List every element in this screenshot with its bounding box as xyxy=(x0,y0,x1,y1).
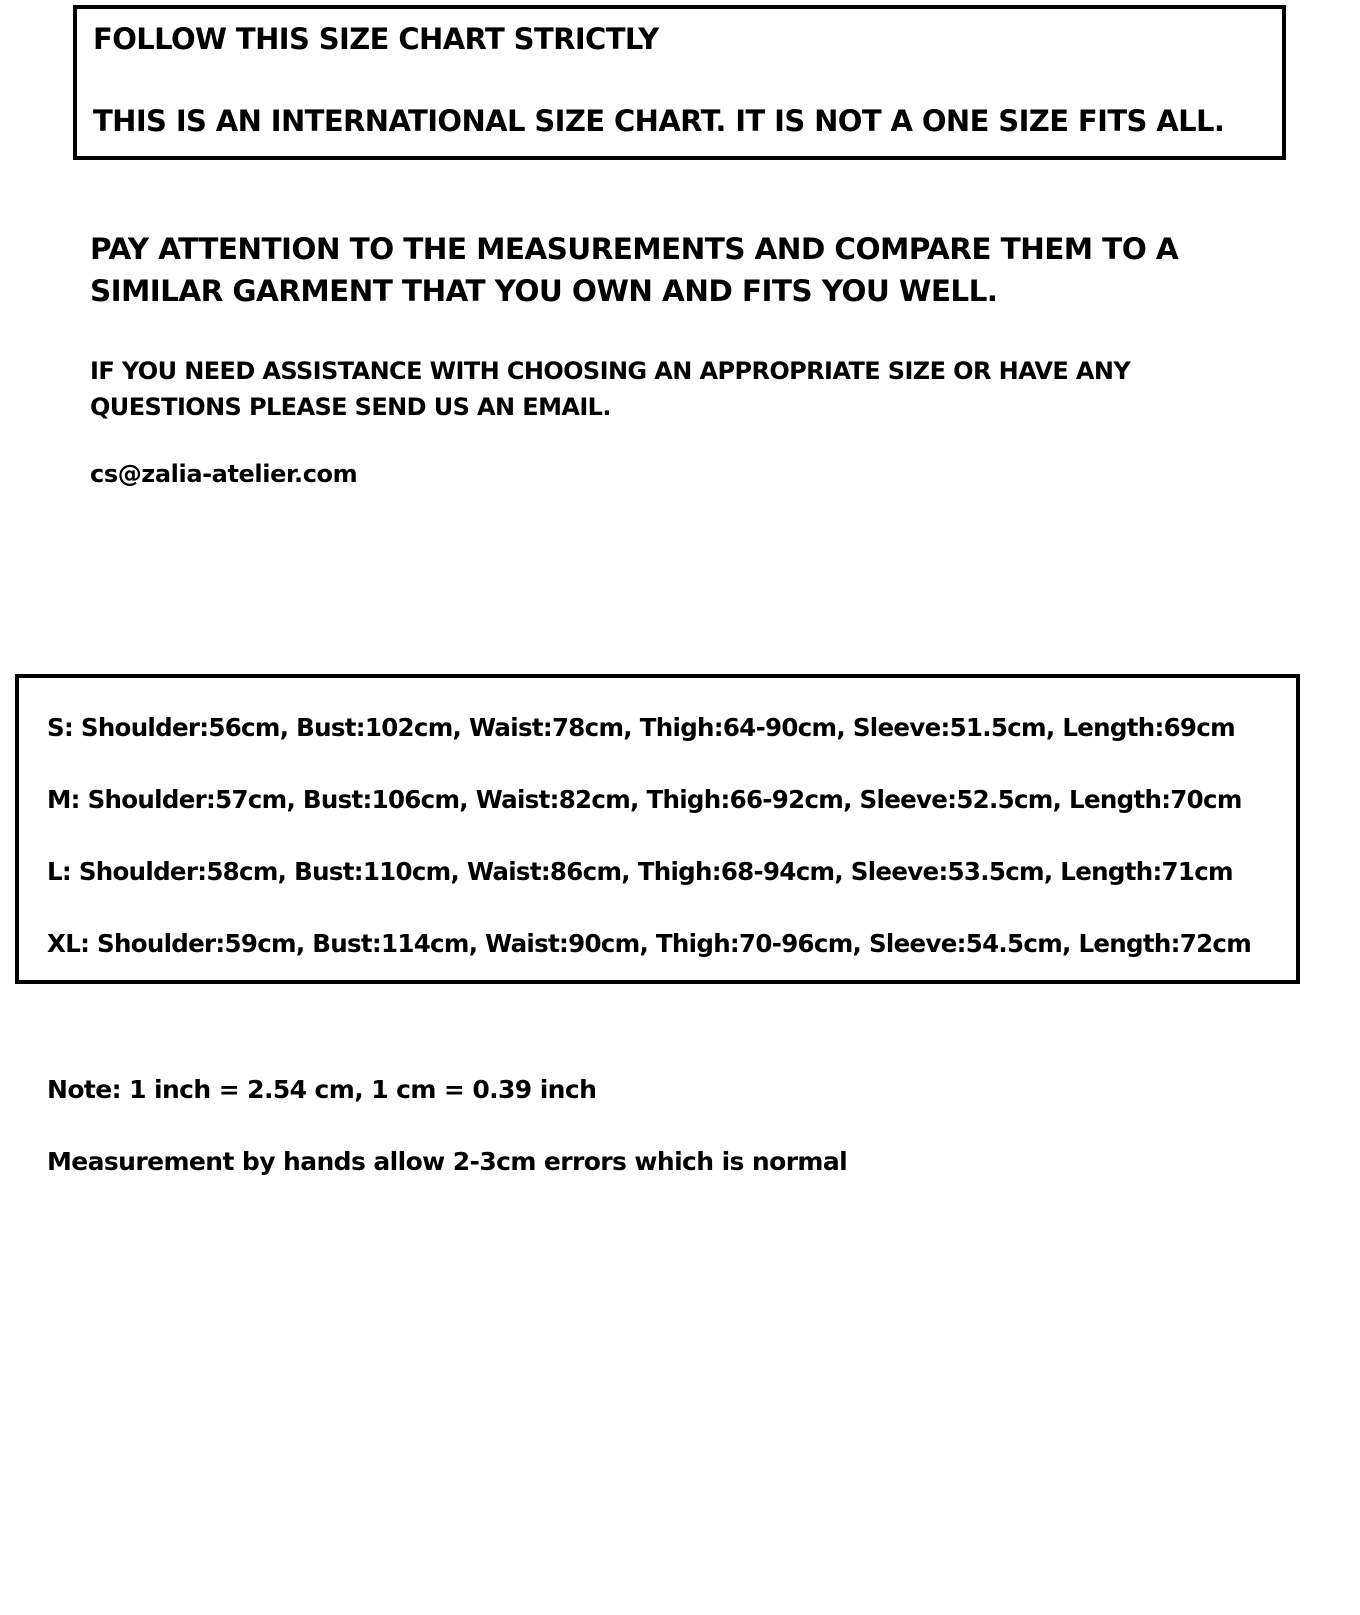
attention-line: PAY ATTENTION TO THE MEASUREMENTS AND COMPARE THEM TO A xyxy=(90,232,1179,266)
assistance-line: IF YOU NEED ASSISTANCE WITH CHOOSING AN APPROPRIATE SIZE OR HAVE ANY xyxy=(90,357,1131,385)
notice-heading: FOLLOW THIS SIZE CHART STRICTLY xyxy=(93,22,659,56)
assistance-paragraph xyxy=(90,353,1300,425)
notice-international: THIS IS AN INTERNATIONAL SIZE CHART. IT IS NOT A ONE SIZE FITS ALL. xyxy=(93,104,1225,138)
notice-box xyxy=(73,5,1286,160)
contact-email: cs@zalia-atelier.com xyxy=(90,460,358,488)
conversion-note: Note: 1 inch = 2.54 cm, 1 cm = 0.39 inch xyxy=(47,1075,597,1104)
attention-paragraph xyxy=(90,228,1300,312)
size-row-xl: XL: Shoulder:59cm, Bust:114cm, Waist:90cm, Thigh:70-96cm, Sleeve:54.5cm, Length:72cm xyxy=(47,929,1252,958)
size-chart-box xyxy=(15,674,1300,984)
size-row-l: L: Shoulder:58cm, Bust:110cm, Waist:86cm, Thigh:68-94cm, Sleeve:53.5cm, Length:71cm xyxy=(47,857,1233,886)
assistance-line: QUESTIONS PLEASE SEND US AN EMAIL. xyxy=(90,393,611,421)
size-row-m: M: Shoulder:57cm, Bust:106cm, Waist:82cm, Thigh:66-92cm, Sleeve:52.5cm, Length:70cm xyxy=(47,785,1242,814)
size-row-s: S: Shoulder:56cm, Bust:102cm, Waist:78cm, Thigh:64-90cm, Sleeve:51.5cm, Length:69cm xyxy=(47,713,1235,742)
attention-line: SIMILAR GARMENT THAT YOU OWN AND FITS YOU WELL. xyxy=(90,274,998,308)
tolerance-note: Measurement by hands allow 2-3cm errors which is normal xyxy=(47,1147,848,1176)
